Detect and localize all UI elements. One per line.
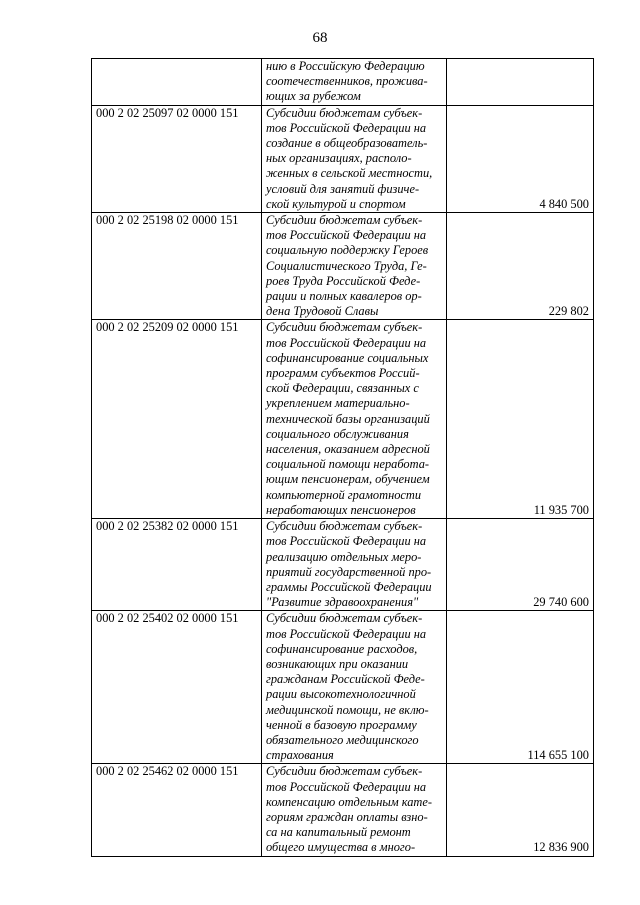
classification-code: 000 2 02 25382 02 0000 151 [92, 519, 262, 611]
income-description [262, 213, 447, 320]
description-line: ных организациях, располо- [266, 151, 412, 166]
classification-code: 000 2 02 25198 02 0000 151 [92, 213, 262, 320]
description-line: граммы Российской Федерации [266, 579, 432, 594]
table-row [92, 59, 594, 106]
description-line: Социалистического Труда, Ге- [266, 258, 427, 273]
description-line: тов Российской Федерации на [266, 534, 427, 549]
description-line: условий для занятий физиче- [266, 181, 420, 196]
income-description [262, 59, 447, 106]
description-line: возникающих при оказании [266, 656, 409, 671]
description-line: софинансирование расходов, [266, 641, 418, 656]
classification-code [92, 59, 262, 106]
description-line: медицинской помощи, не вклю- [266, 702, 429, 717]
table-row [92, 320, 594, 519]
table-row [92, 764, 594, 856]
budget-table-body [92, 59, 594, 857]
table-row [92, 105, 594, 212]
description-line: Субсидии бюджетам субъек- [266, 519, 423, 534]
table-row [92, 213, 594, 320]
income-description [262, 320, 447, 519]
amount: 4 840 500 [447, 105, 594, 212]
description-line: нию в Российскую Федерацию [266, 59, 425, 73]
description-line: тов Российской Федерации на [266, 120, 427, 135]
classification-code: 000 2 02 25402 02 0000 151 [92, 611, 262, 764]
description-line: неработающих пенсионеров [266, 502, 416, 517]
amount [447, 59, 594, 106]
description-line: социальной помощи неработа- [266, 457, 430, 472]
description-line: гориям граждан оплаты взно- [266, 809, 428, 824]
description-line: страхования [266, 748, 334, 763]
description-line: "Развитие здравоохранения" [266, 595, 419, 610]
description-line: Субсидии бюджетам субъек- [266, 764, 423, 779]
description-line: технической базы организаций [266, 411, 430, 426]
income-description [262, 519, 447, 611]
description-line: ской культурой и спортом [266, 196, 406, 211]
classification-code: 000 2 02 25097 02 0000 151 [92, 105, 262, 212]
description-line: ченной в базовую программу [266, 717, 417, 732]
description-line: са на капитальный ремонт [266, 825, 411, 840]
description-line: общего имущества в много- [266, 840, 416, 855]
description-line: обязательного медицинского [266, 732, 419, 747]
description-line: Субсидии бюджетам субъек- [266, 611, 423, 626]
description-line: компенсацию отдельным кате- [266, 794, 432, 809]
description-line: населения, оказанием адресной [266, 442, 430, 457]
description-line: рации высокотехнологичной [266, 687, 416, 702]
description-line: приятий государственной про- [266, 564, 432, 579]
description-line: гражданам Российской Феде- [266, 672, 425, 687]
description-line: создание в общеобразователь- [266, 136, 428, 151]
description-line: роев Труда Российской Феде- [266, 273, 421, 288]
description-line: Субсидии бюджетам субъек- [266, 320, 423, 335]
amount: 229 802 [447, 213, 594, 320]
description-line: тов Российской Федерации на [266, 779, 427, 794]
amount: 114 655 100 [447, 611, 594, 764]
amount: 11 935 700 [447, 320, 594, 519]
income-description [262, 611, 447, 764]
description-line: социальную поддержку Героев [266, 243, 429, 258]
description-line: программ субъектов Россий- [266, 366, 420, 381]
description-line: дена Трудовой Славы [266, 304, 379, 319]
amount: 29 740 600 [447, 519, 594, 611]
classification-code: 000 2 02 25462 02 0000 151 [92, 764, 262, 856]
description-line: Субсидии бюджетам субъек- [266, 213, 423, 228]
budget-table [91, 58, 594, 857]
classification-code: 000 2 02 25209 02 0000 151 [92, 320, 262, 519]
description-line: ющих за рубежом [266, 89, 361, 104]
description-line: компьютерной грамотности [266, 487, 422, 502]
description-line: социального обслуживания [266, 426, 409, 441]
description-line: рации и полных кавалеров ор- [266, 289, 422, 304]
description-line: Субсидии бюджетам субъек- [266, 105, 423, 120]
description-line: тов Российской Федерации на [266, 228, 427, 243]
page-number: 68 [312, 30, 328, 46]
description-line: тов Российской Федерации на [266, 335, 427, 350]
description-line: укреплением материально- [266, 396, 410, 411]
table-row [92, 611, 594, 764]
description-line: софинансирование социальных [266, 350, 429, 365]
amount: 12 836 900 [447, 764, 594, 856]
income-description [262, 764, 447, 856]
description-line: ющим пенсионерам, обучением [266, 472, 430, 487]
description-line: тов Российской Федерации на [266, 626, 427, 641]
description-line: реализацию отдельных меро- [266, 549, 422, 564]
description-line: ской Федерации, связанных с [266, 381, 419, 396]
income-description [262, 105, 447, 212]
table-row [92, 519, 594, 611]
description-line: женных в сельской местности, [266, 166, 433, 181]
description-line: соотечественников, прожива- [266, 74, 428, 89]
